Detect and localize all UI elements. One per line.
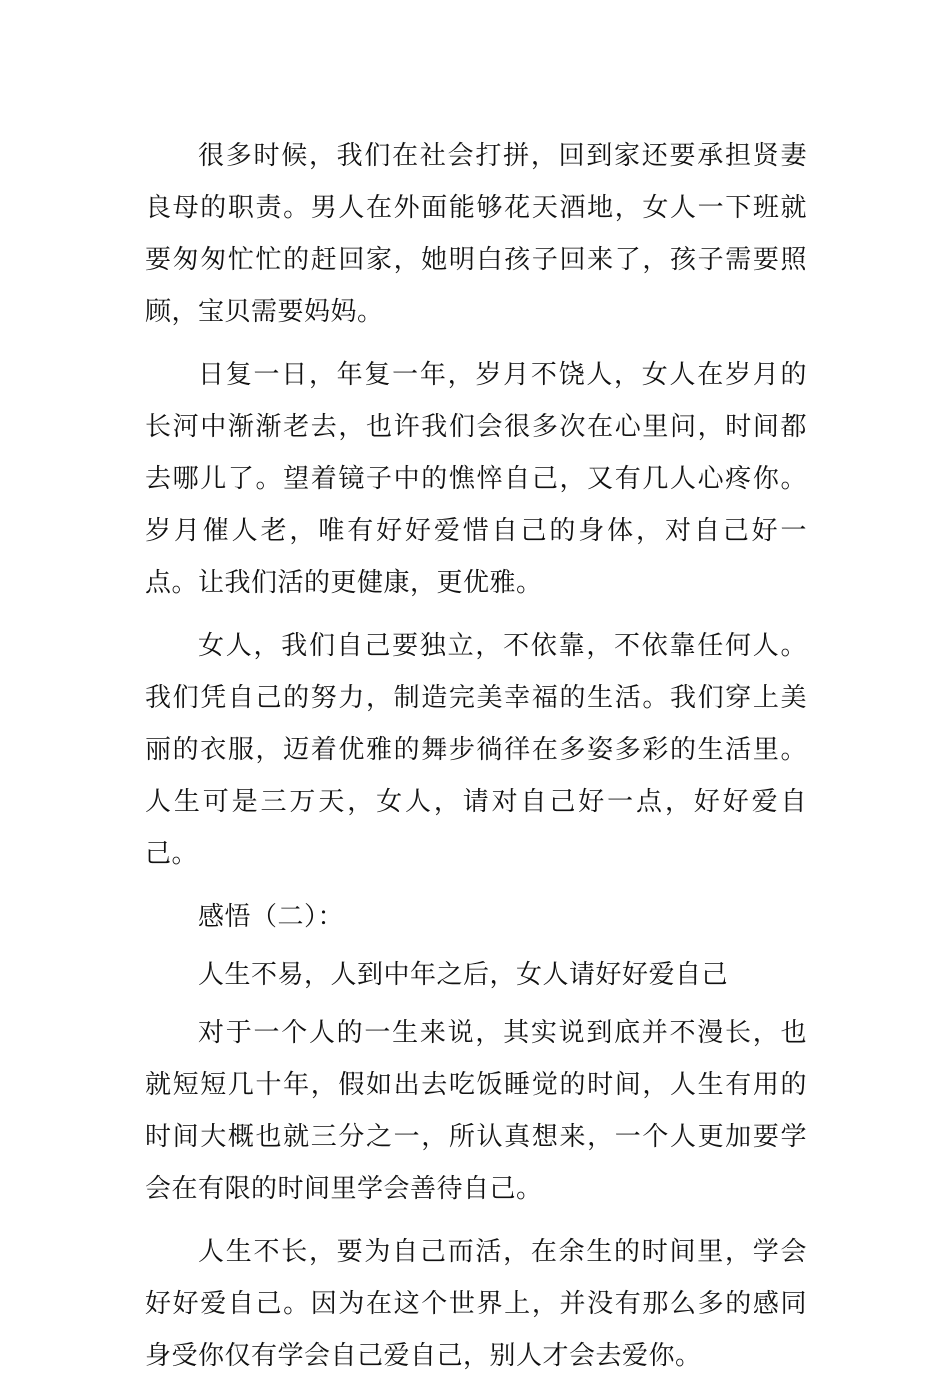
section-subtitle: 人生不易，人到中年之后，女人请好好爱自己 (198, 960, 729, 990)
section-heading: 感悟（二）： (198, 902, 345, 932)
paragraph-4: 对于一个人的一生来说，其实说到底并不漫长，也就短短几十年，假如出去吃饭睡觉的时间，人生有用的时间大概也就三分之一，所认真想来，一个人更加要学会在有限的时间里学会善待自己。 (145, 1018, 807, 1204)
paragraph-2: 日复一日，年复一年，岁月不饶人，女人在岁月的长河中渐渐老去，也许我们会很多次在心里问，时间都去哪儿了。望着镜子中的憔悴自己，又有几人心疼你。岁月催人老，唯有好好爱惜自己的身体，对自己好一点。让我们活的更健康，更优雅。 (145, 360, 807, 598)
body-text (145, 130, 807, 1393)
paragraph-1: 很多时候，我们在社会打拼，回到家还要承担贤妻良母的职责。男人在外面能够花天酒地，女人一下班就要匆匆忙忙的赶回家，她明白孩子回来了，孩子需要照顾，宝贝需要妈妈。 (145, 141, 807, 327)
paragraph-5: 人生不长，要为自己而活，在余生的时间里，学会好好爱自己。因为在这个世界上，并没有那么多的感同身受你仅有学会自己爱自己，别人才会去爱你。 (145, 1237, 807, 1371)
paragraph-3: 女人，我们自己要独立，不依靠，不依靠任何人。我们凭自己的努力，制造完美幸福的生活。我们穿上美丽的衣服，迈着优雅的舞步徜徉在多姿多彩的生活里。人生可是三万天，女人，请对自己好一点，好好爱自己。 (145, 631, 807, 869)
